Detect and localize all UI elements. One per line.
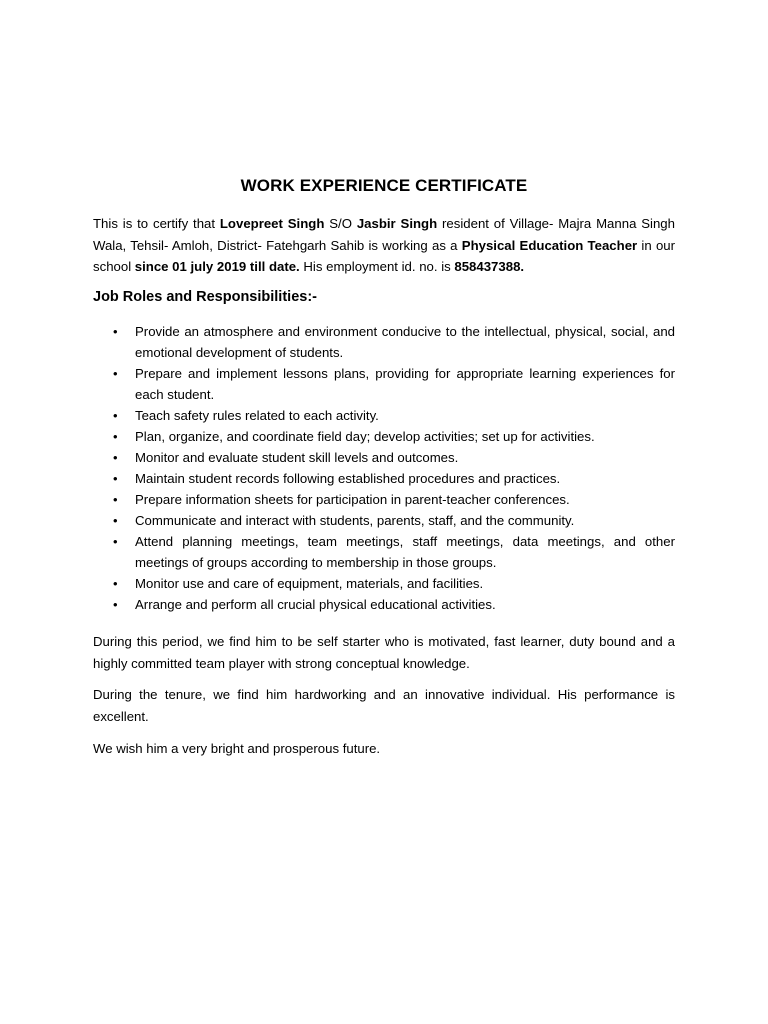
duty-text: Provide an atmosphere and environment conducive to the intellectual, physical, social, and emotional development of students. [135,324,675,360]
bullet-icon: • [113,429,118,444]
duty-item [93,594,675,615]
closing-wish: We wish him a very bright and prosperous future. [93,741,381,756]
duty-item [93,489,675,510]
bullet-icon: • [113,492,118,507]
bullet-icon: • [113,534,118,549]
duty-item [93,321,675,363]
duty-item [93,447,675,468]
duty-item [93,405,675,426]
duty-text: Communicate and interact with students, parents, staff, and the community. [135,513,575,528]
intro-text-1: This is to certify that [93,216,220,231]
tenure-paragraph: During the tenure, we find him hardworking and an innovative individual. His performance is excellent. [93,687,675,724]
bullet-icon: • [113,366,118,381]
duty-text: Monitor use and care of equipment, materials, and facilities. [135,576,484,591]
duties-list [93,321,675,615]
employment-period: since 01 july 2019 till date. [134,259,300,274]
intro-paragraph [93,213,675,278]
intro-text-5: His employment id. no. is [299,259,455,274]
duty-item [93,468,675,489]
bullet-icon: • [113,471,118,486]
duty-text: Monitor and evaluate student skill levels and outcomes. [135,450,459,465]
duty-text: Arrange and perform all crucial physical educational activities. [135,597,496,612]
duty-text: Teach safety rules related to each activity. [135,408,379,423]
bullet-icon: • [113,450,118,465]
duty-text: Prepare and implement lessons plans, providing for appropriate learning experiences for each student. [135,366,675,402]
bullet-icon: • [113,408,118,423]
intro-text-4: in our school [93,237,676,274]
roles-heading: Job Roles and Responsibilities:- [93,289,317,305]
bullet-icon: • [113,324,118,339]
bullet-icon: • [113,513,118,528]
duty-text: Plan, organize, and coordinate field day; develop activities; set up for activities. [135,429,595,444]
duty-text: Attend planning meetings, team meetings, staff meetings, data meetings, and other meetings of groups according to membership in those groups. [135,534,675,570]
bullet-icon: • [113,576,118,591]
performance-paragraph: During this period, we find him to be self starter who is motivated, fast learner, duty bound and a highly committed team player with strong conceptual knowledge. [93,634,675,671]
duty-item [93,510,675,531]
duty-text: Prepare information sheets for participation in parent-teacher conferences. [135,492,570,507]
job-role: Physical Education Teacher [461,237,638,253]
employment-id: 858437388. [454,259,525,274]
duty-item [93,426,675,447]
duty-item [93,363,675,405]
duty-text: Maintain student records following established procedures and practices. [135,471,561,486]
intro-text-2: S/O [324,216,357,231]
duty-item [93,573,675,594]
duty-item [93,531,675,573]
employee-name: Lovepreet Singh [219,216,325,231]
bullet-icon: • [113,597,118,612]
intro-text-3: resident of Village- Majra Manna Singh Wala, Tehsil- Amloh, District- Fatehgarh Sahib is working as a [93,216,675,253]
certificate-title: WORK EXPERIENCE CERTIFICATE [240,176,528,195]
father-name: Jasbir Singh [356,216,438,231]
